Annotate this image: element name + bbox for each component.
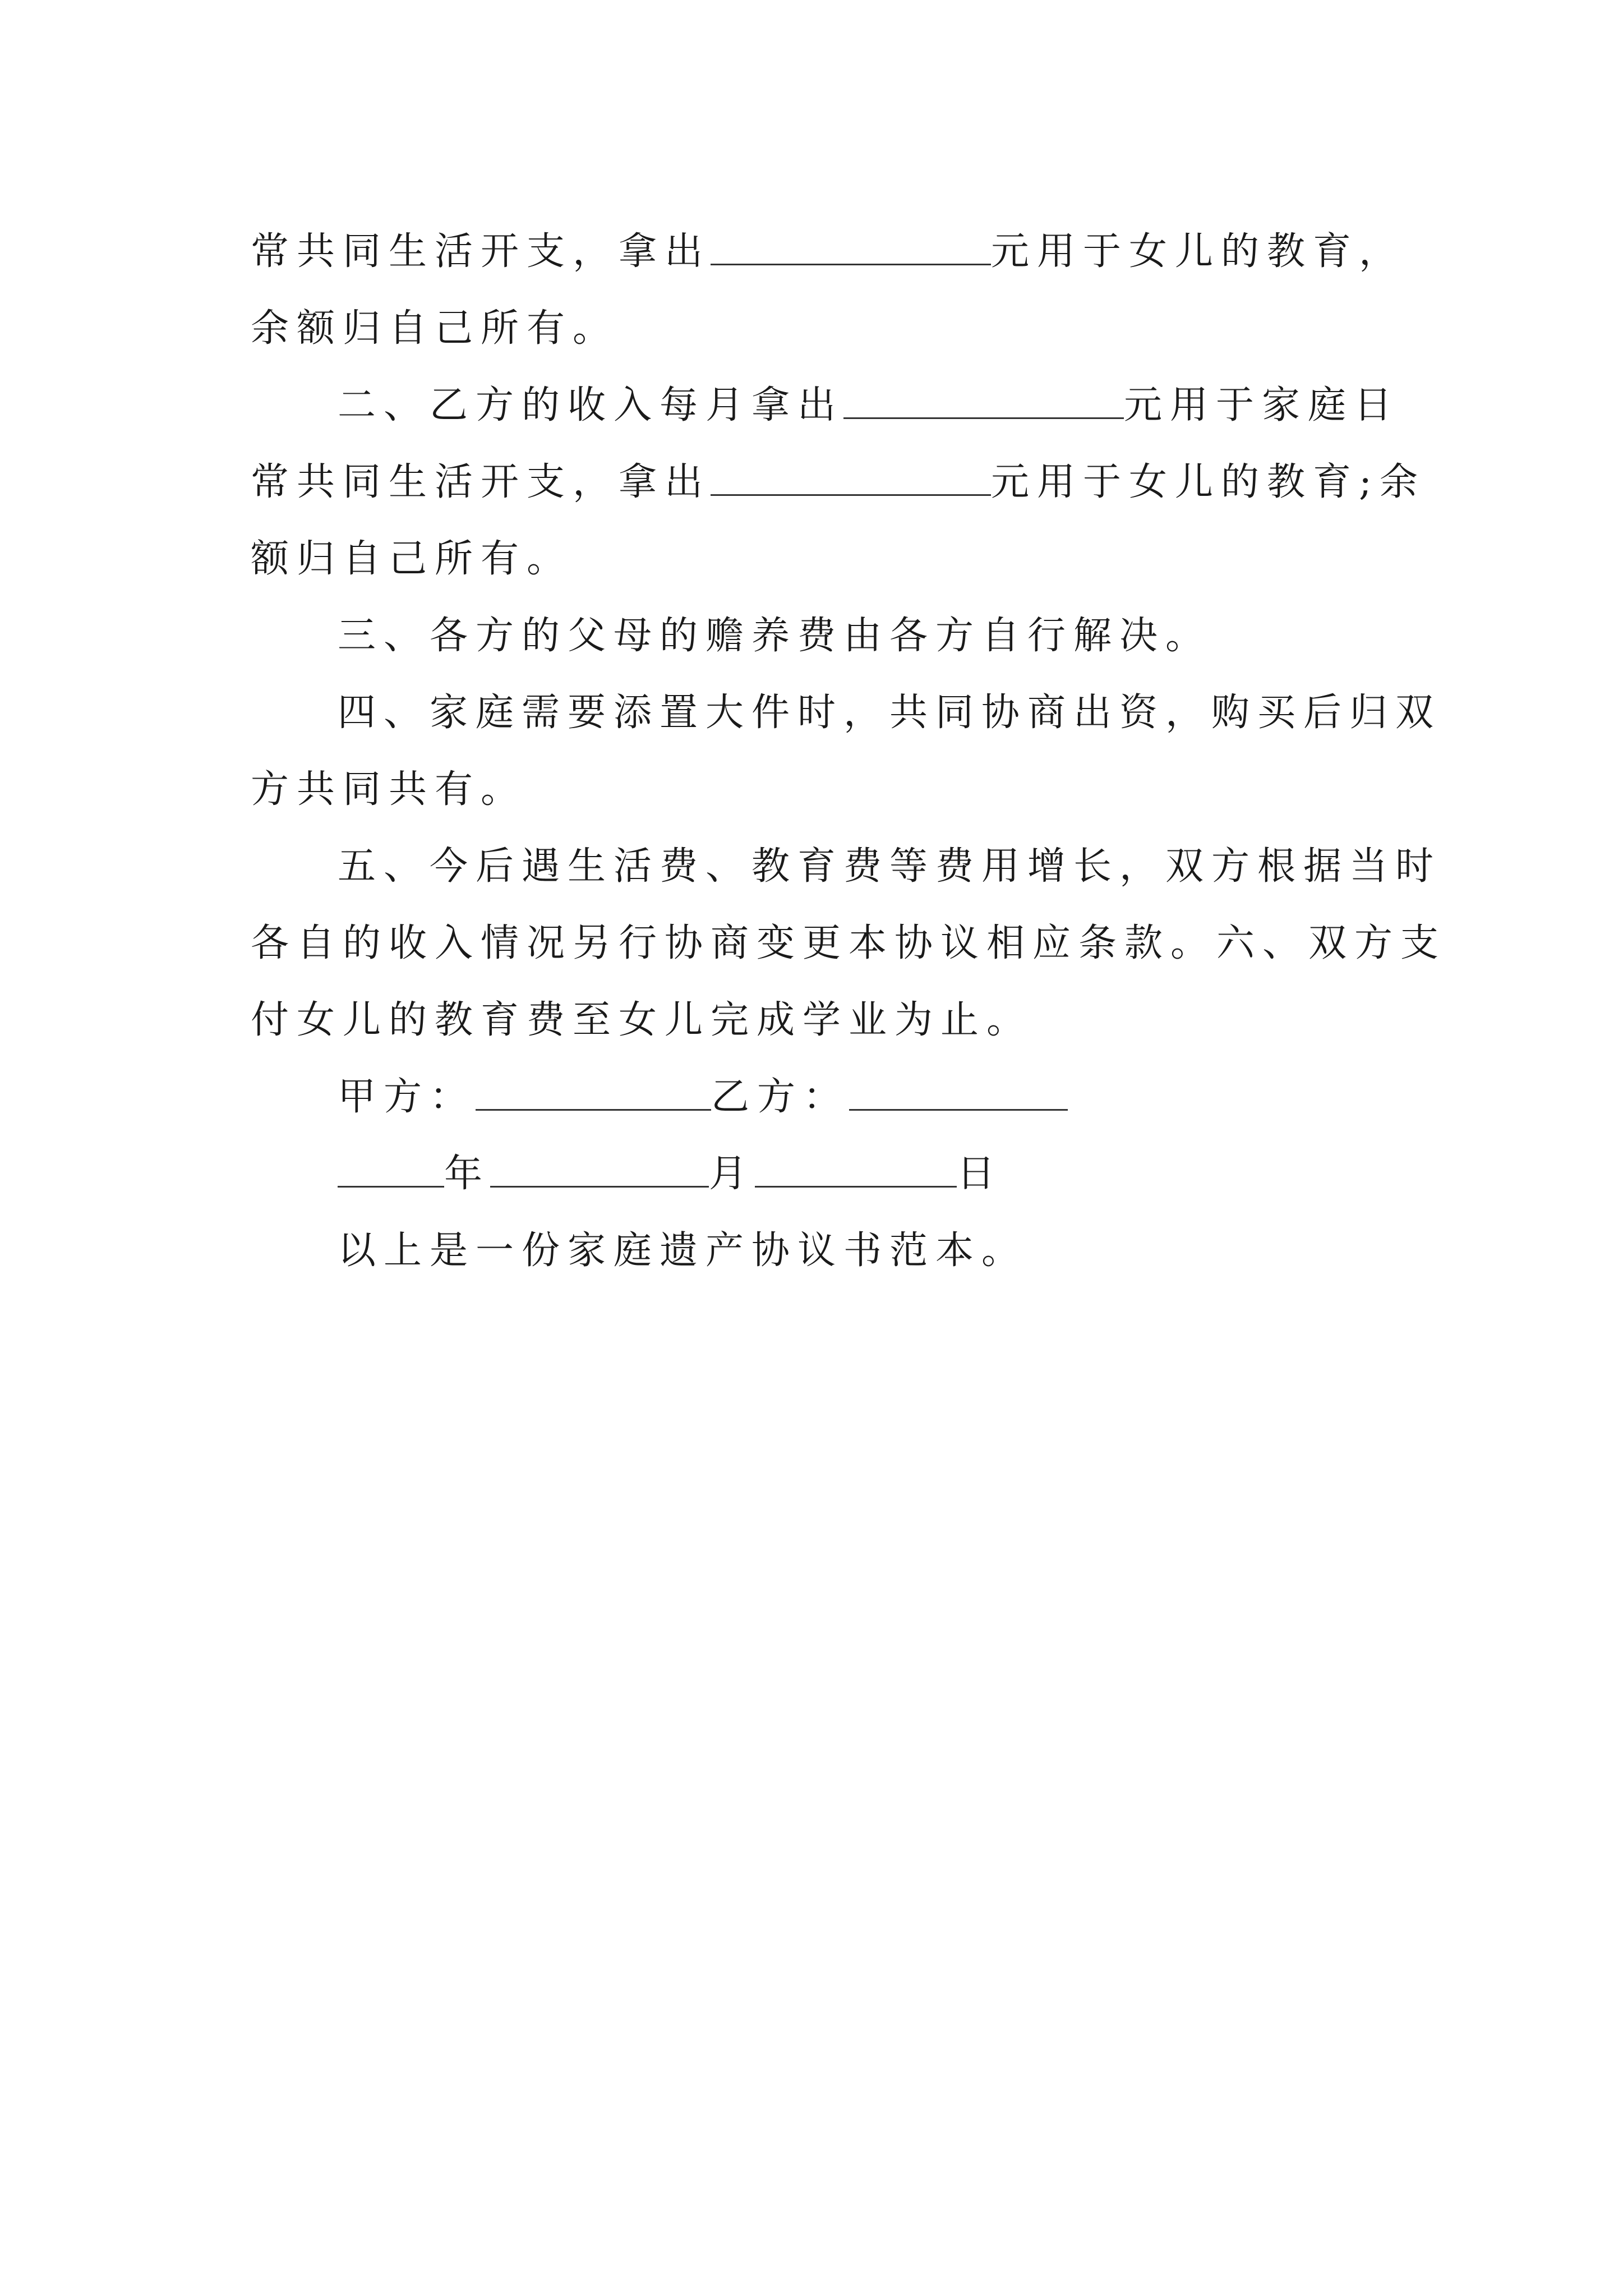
amount-blank (711, 456, 991, 496)
day-blank (755, 1148, 957, 1188)
paragraph-2-line-3 (251, 521, 1384, 597)
text-segment: 元用于女儿的教育， (991, 229, 1405, 274)
text-segment: 以上是一份家庭遗产协议书范本。 (338, 1228, 1028, 1273)
closing-line (251, 1212, 1384, 1289)
text-segment: 常共同生活开支，拿出 (251, 229, 711, 274)
amount-blank (711, 226, 991, 265)
day-label: 日 (957, 1152, 1003, 1196)
paragraph-3 (251, 597, 1384, 674)
paragraph-5-line-3 (251, 982, 1384, 1059)
party-a-blank (476, 1071, 711, 1111)
text-segment: 五、今后遇生活费、教育费等费用增长，双方根据当时 (338, 844, 1442, 889)
year-blank (338, 1148, 444, 1188)
paragraph-1-line-2 (251, 290, 1384, 367)
text-segment: 三、各方的父母的赡养费由各方自行解决。 (338, 614, 1212, 658)
text-segment: 付女儿的教育费至女儿完成学业为止。 (251, 998, 1033, 1042)
date-line (251, 1135, 1384, 1212)
text-segment: 常共同生活开支，拿出 (251, 460, 711, 504)
paragraph-1-line-1 (251, 213, 1405, 290)
text-segment: 元用于家庭日 (1124, 383, 1400, 427)
text-segment: 余额归自己所有。 (251, 306, 619, 351)
text-segment: 额归自己所有。 (251, 537, 573, 581)
text-segment: 各自的收入情况另行协商变更本协议相应条款。六、双方支 (251, 921, 1447, 965)
month-label: 月 (709, 1152, 755, 1196)
year-label: 年 (444, 1152, 491, 1196)
text-segment: 方共同共有。 (251, 767, 527, 812)
paragraph-2-line-1 (251, 367, 1400, 444)
paragraph-4-line-2 (251, 751, 1384, 828)
paragraph-2-line-2 (251, 444, 1426, 521)
text-segment: 二、乙方的收入每月拿出 (338, 383, 844, 427)
month-blank (490, 1148, 709, 1188)
signature-line (251, 1059, 1384, 1135)
party-a-label: 甲方： (338, 1075, 476, 1119)
party-b-blank (849, 1071, 1068, 1111)
paragraph-5-line-1 (251, 828, 1442, 905)
document-page (251, 213, 1447, 1289)
paragraph-4-line-1 (251, 674, 1442, 751)
paragraph-5-line-2 (251, 905, 1447, 982)
party-b-label: 乙方： (711, 1075, 850, 1119)
text-segment: 四、家庭需要添置大件时，共同协商出资，购买后归双 (338, 691, 1442, 735)
amount-blank (843, 379, 1124, 419)
text-segment: 元用于女儿的教育;余 (991, 460, 1426, 504)
